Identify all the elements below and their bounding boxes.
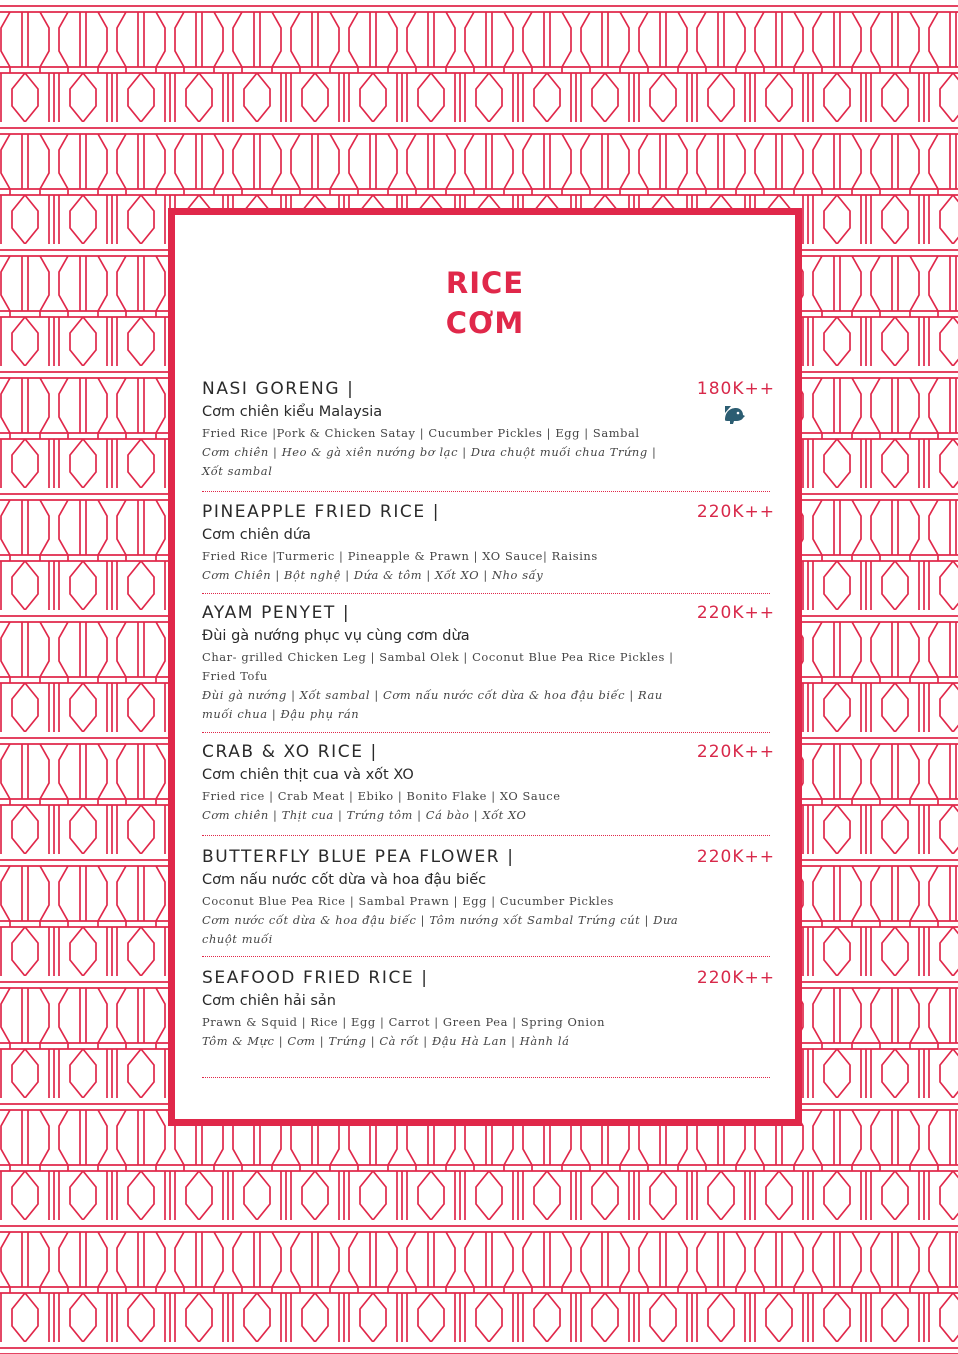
item-vietnamese-name: Cơm chiên kiểu Malaysia (202, 404, 383, 420)
item-description-en: Coconut Blue Pea Rice | Sambal Prawn | Egg | Cucumber Pickles (202, 894, 614, 908)
item-divider (202, 956, 770, 957)
item-description (202, 547, 682, 585)
menu-item-crab-xo-rice (202, 741, 775, 825)
item-description (202, 648, 682, 724)
item-vietnamese-name: Cơm chiên thịt cua và xốt XO (202, 767, 414, 783)
menu-title-vi: CƠM (445, 306, 525, 340)
item-vietnamese-name: Đùi gà nướng phục vụ cùng cơm dừa (202, 628, 470, 644)
item-description-vi: Cơm nước cốt dừa & hoa đậu biếc | Tôm nướng xốt Sambal Trứng cút | Dưa chuột muối (202, 913, 679, 946)
item-name: SEAFOOD FRIED RICE | (202, 968, 429, 988)
item-name: BUTTERFLY BLUE PEA FLOWER | (202, 847, 515, 867)
menu-item-seafood-fried-rice (202, 967, 775, 1051)
item-description-en: Prawn & Squid | Rice | Egg | Carrot | Green Pea | Spring Onion (202, 1015, 606, 1029)
item-price: 220K++ (696, 502, 775, 522)
item-price: 220K++ (696, 847, 775, 867)
item-divider (202, 732, 770, 733)
item-divider (202, 491, 770, 492)
item-divider (202, 593, 770, 594)
menu-title-en: RICE (445, 266, 525, 300)
item-description-vi: Cơm Chiên | Bột nghệ | Dứa & tôm | Xốt XO | Nho sấy (202, 568, 544, 582)
item-description (202, 892, 682, 949)
menu-card (168, 208, 802, 1126)
item-description-vi: Cơm chiên | Thịt cua | Trứng tôm | Cá bào | Xốt XO (202, 808, 527, 822)
item-price: 180K++ (696, 379, 775, 399)
item-price: 220K++ (696, 603, 775, 623)
item-vietnamese-name: Cơm chiên hải sản (202, 993, 336, 1009)
menu-item-pineapple-fried-rice (202, 501, 775, 581)
item-name: NASI GORENG | (202, 379, 355, 399)
item-description-vi: Đùi gà nướng | Xốt sambal | Cơm nấu nước cốt dừa & hoa đậu biếc | Rau muối chua | Đậu phụ rán (202, 688, 663, 721)
item-price: 220K++ (696, 968, 775, 988)
item-description-en: Fried rice | Crab Meat | Ebiko | Bonito Flake | XO Sauce (202, 789, 561, 803)
item-description-en: Char- grilled Chicken Leg | Sambal Olek | Coconut Blue Pea Rice Pickles | Fried Tofu (202, 650, 674, 683)
item-vietnamese-name: Cơm chiên dứa (202, 527, 311, 543)
item-description-vi: Cơm chiên | Heo & gà xiên nướng bơ lạc | Dưa chuột muối chua Trứng | Xốt sambal (202, 445, 657, 478)
item-description (202, 1013, 682, 1051)
pig-icon (721, 400, 747, 426)
item-description (202, 787, 682, 825)
item-name: PINEAPPLE FRIED RICE | (202, 502, 441, 522)
menu-item-butterfly-blue-pea-flower (202, 846, 775, 946)
item-price: 220K++ (696, 742, 775, 762)
item-vietnamese-name: Cơm nấu nước cốt dừa và hoa đậu biếc (202, 872, 487, 888)
item-description (202, 424, 682, 481)
item-name: AYAM PENYET | (202, 603, 351, 623)
item-divider (202, 835, 770, 836)
item-description-en: Fried Rice |Pork & Chicken Satay | Cucumber Pickles | Egg | Sambal (202, 426, 640, 440)
item-name: CRAB & XO RICE | (202, 742, 378, 762)
item-description-en: Fried Rice |Turmeric | Pineapple & Prawn | XO Sauce| Raisins (202, 549, 598, 563)
menu-item-ayam-penyet (202, 602, 775, 722)
item-description-vi: Tôm & Mực | Cơm | Trứng | Cà rốt | Đậu Hà Lan | Hành lá (202, 1034, 570, 1048)
item-divider (202, 1077, 770, 1078)
menu-item-nasi-goreng (202, 378, 775, 488)
